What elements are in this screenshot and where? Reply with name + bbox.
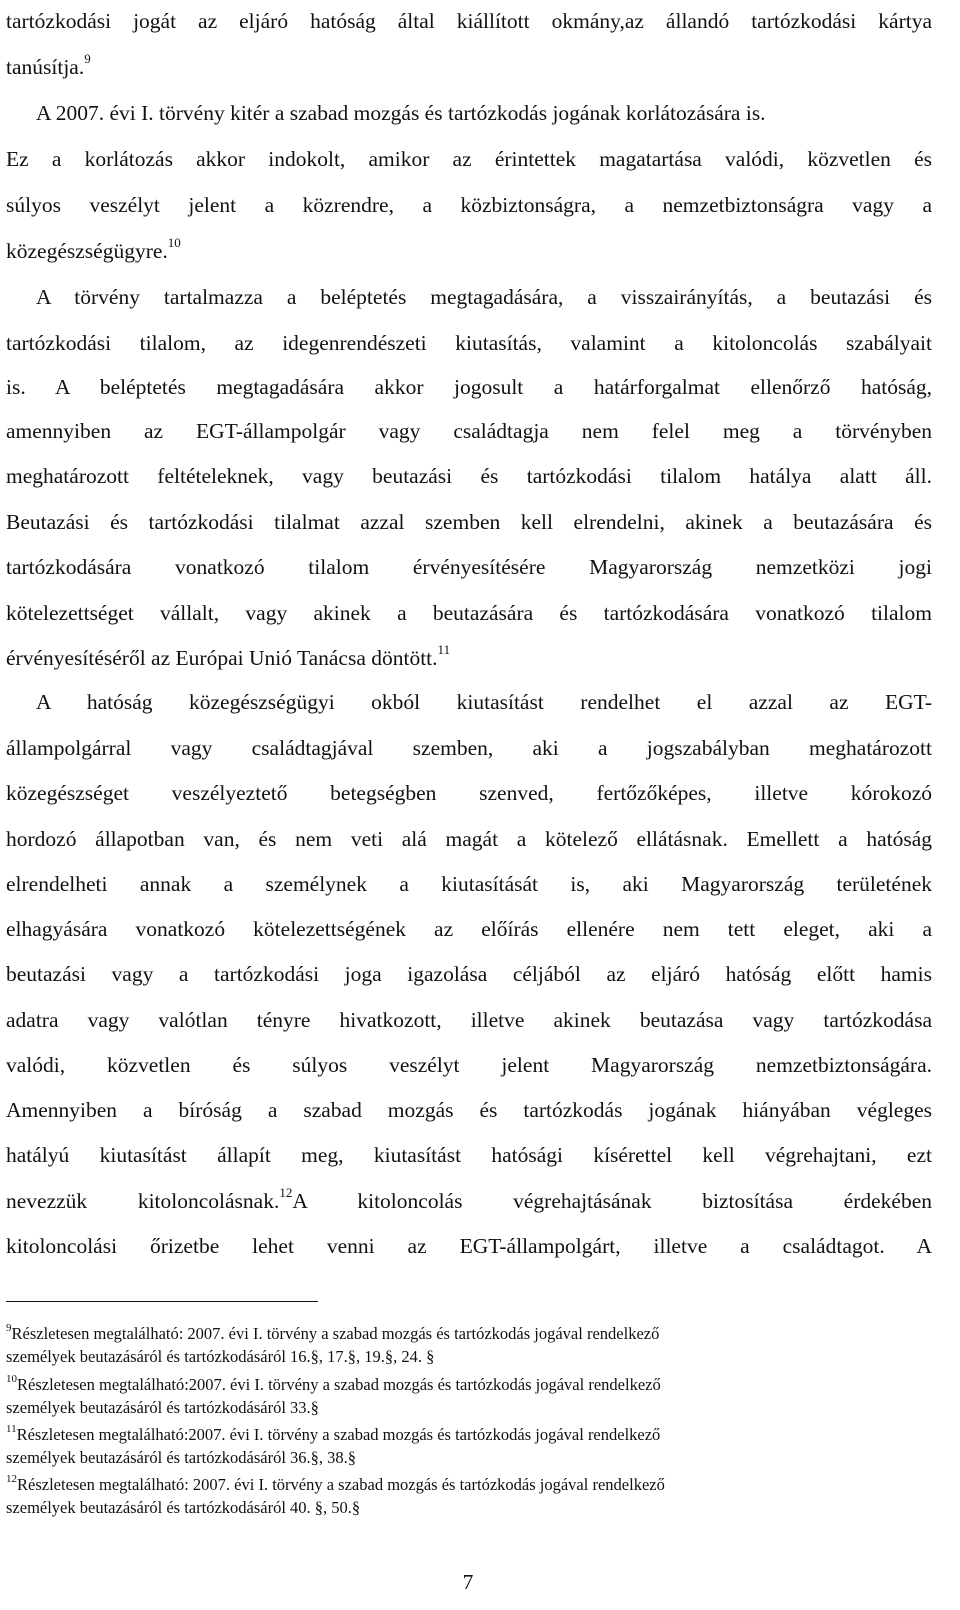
text-line-content: tartózkodási jogát az eljáró hatóság által kiállított okmány,az állandó tartózkodási kártya [6,9,932,33]
text-line [6,959,932,989]
text-line [6,869,932,899]
text-line-content: tartózkodására vonatkozó tilalom érvényesítésére Magyarország nemzetközi jogi [6,555,932,579]
text-line [6,144,932,174]
text-line-content: meghatározott feltételeknek, vagy beutazási és tartózkodási tilalom hatálya alatt áll. [6,464,932,488]
text-line-content: tanúsítja. [6,55,85,79]
footnote-text: személyek beutazásáról és tartózkodásáról 40. §, 50.§ [6,1498,361,1517]
text-line-content: kitoloncolási őrizetbe lehet venni az EGT-állampolgárt, illetve a családtagot. A [6,1234,932,1258]
text-line [6,190,932,220]
text-line-content: közegészséget veszélyeztető betegségben szenved, fertőzőképes, illetve kórokozó [6,781,932,805]
text-line-content: Beutazási és tartózkodási tilalmat azzal szemben kell elrendelni, akinek a beutazására és [6,510,932,534]
text-line-content: súlyos veszélyt jelent a közrendre, a közbiztonságra, a nemzetbiztonságra vagy a [6,193,932,217]
text-line-content: is. A beléptetés megtagadására akkor jogosult a határforgalmat ellenőrző hatóság, [6,375,932,399]
text-line-content: Ez a korlátozás akkor indokolt, amikor az érintettek magatartása valódi, közvetlen és [6,147,932,171]
footnote-number: 12 [6,1472,17,1485]
footnote-number: 11 [6,1422,17,1435]
text-line-content: állampolgárral vagy családtagjával szemben, aki a jogszabályban meghatározott [6,736,932,760]
footnote-reference: 12 [279,1184,293,1200]
footnote-reference: 10 [167,234,181,250]
text-line [6,1140,932,1170]
text-line [6,6,932,36]
text-line [6,372,932,402]
footnote-text: személyek beutazásáról és tartózkodásáról 36.§, 38.§ [6,1448,357,1467]
text-line-content: beutazási vagy a tartózkodási joga igazolása céljából az eljáró hatóság előtt hamis [6,962,932,986]
text-line [6,507,932,537]
text-line [6,914,932,944]
text-line [6,416,932,446]
text-line-content: amennyiben az EGT-állampolgár vagy családtagja nem felel meg a törvényben [6,419,932,443]
footnote-line [6,1424,932,1446]
text-line-content: hatályú kiutasítást állapít meg, kiutasítást hatósági kísérettel kell végrehajtani, ezt [6,1143,932,1167]
text-line [6,52,932,82]
footnote-line [6,1323,932,1345]
footnote-line [6,1374,932,1396]
page-number: 7 [462,1570,474,1594]
footnote-text: Részletesen megtalálható:2007. évi I. törvény a szabad mozgás és tartózkodás jogával rendelkező [17,1375,661,1394]
footnote-reference: 9 [84,50,91,66]
text-line [6,328,932,358]
text-line [6,778,932,808]
text-line-content: közegészségügyre. [6,239,168,263]
text-line-content: adatra vagy valótlan tényre hivatkozott, illetve akinek beutazása vagy tartózkodása [6,1008,932,1032]
footnote-text: Részletesen megtalálható:2007. évi I. törvény a szabad mozgás és tartózkodás jogával rendelkező [16,1425,661,1444]
footnote-text: Részletesen megtalálható: 2007. évi I. törvény a szabad mozgás és tartózkodás jogával rendelkező [17,1475,665,1494]
text-line [6,1186,932,1216]
text-line-content: elrendelheti annak a személynek a kiutasítását is, aki Magyarország területének [6,872,932,896]
text-line [6,1005,932,1035]
text-line-content: elhagyására vonatkozó kötelezettségének az előírás ellenére nem tett eleget, aki a [6,917,932,941]
text-line-continuation: A kitoloncolás végrehajtásának biztosítása érdekében [292,1189,932,1213]
text-line-content: tartózkodási tilalom, az idegenrendészeti kiutasítás, valamint a kitoloncolás szabályait [6,331,932,355]
text-line-content: Amennyiben a bíróság a szabad mozgás és tartózkodás jogának hiányában végleges [6,1098,932,1122]
text-line [6,98,932,128]
text-line [6,643,932,673]
text-line-content: érvényesítéséről az Európai Unió Tanácsa döntött. [6,646,438,670]
text-line [6,552,932,582]
text-line-content: kötelezettséget vállalt, vagy akinek a beutazására és tartózkodására vonatkozó tilalom [6,601,932,625]
text-line-content: valódi, közvetlen és súlyos veszélyt jelent Magyarország nemzetbiztonságára. [6,1053,932,1077]
text-line [6,733,932,763]
footnote-number: 9 [6,1321,12,1334]
text-line [6,1231,932,1261]
footnote-reference: 11 [437,641,451,657]
footnote-separator [6,1301,318,1302]
footnote-number: 10 [6,1372,17,1385]
text-line [6,1050,932,1080]
footnote-text: személyek beutazásáról és tartózkodásáról 16.§, 17.§, 19.§, 24. § [6,1347,435,1366]
text-line [6,461,932,491]
footnote-text: Részletesen megtalálható: 2007. évi I. törvény a szabad mozgás és tartózkodás jogával rendelkező [11,1324,660,1343]
text-line-content: hordozó állapotban van, és nem veti alá magát a kötelező ellátásnak. Emellett a hatóság [6,827,932,851]
text-line [6,687,932,717]
text-line [6,282,932,312]
text-line-content: A 2007. évi I. törvény kitér a szabad mozgás és tartózkodás jogának korlátozására is. [36,101,766,125]
text-line-content: nevezzük kitoloncolásnak. [6,1189,280,1213]
text-line-content: A hatóság közegészségügyi okból kiutasítást rendelhet el azzal az EGT- [36,690,932,714]
text-line [6,1095,932,1125]
text-line [6,236,932,266]
footnote-line [6,1474,932,1496]
text-line [6,598,932,628]
footnote-text: személyek beutazásáról és tartózkodásáról 33.§ [6,1398,319,1417]
text-line-content: A törvény tartalmazza a beléptetés megtagadására, a visszairányítás, a beutazási és [36,285,932,309]
text-line [6,824,932,854]
